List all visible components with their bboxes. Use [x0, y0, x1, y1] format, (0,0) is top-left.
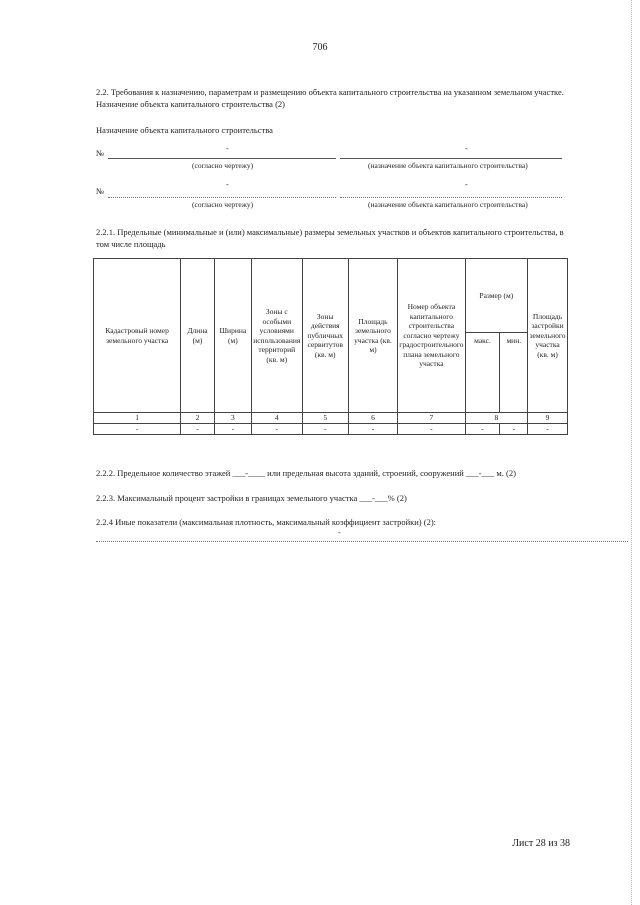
- hdr-length: Длина (м): [181, 259, 215, 413]
- purpose-row-1-name-line: [340, 158, 562, 159]
- value-zones-servitude: -: [302, 424, 348, 435]
- purpose-row-2-num-line: [108, 197, 336, 198]
- purpose-row-1-right-caption: (назначение объекта капитального строительства): [368, 161, 528, 170]
- value-length: -: [181, 424, 215, 435]
- sheet-counter: Лист 28 из 38: [512, 838, 570, 849]
- hdr-width: Ширина (м): [214, 259, 251, 413]
- value-min: -: [500, 424, 528, 435]
- dimensions-table: [93, 258, 568, 435]
- col-number-9: 9: [528, 413, 568, 424]
- value-max: -: [465, 424, 500, 435]
- section-2-2-1: 2.2.1. Предельные (минимальные и (или) максимальные) размеры земельных участков и объектов капитального строительства, в том числе площадь: [96, 227, 564, 249]
- col-number-7: 7: [398, 413, 465, 424]
- section-2-2-4-value: -: [338, 528, 341, 537]
- purpose-row-1-num: -: [226, 144, 229, 153]
- section-2-2-4: 2.2.4 Иные показатели (максимальная плотность, максимальный коэффициент застройки) (2):: [96, 517, 437, 527]
- purpose-row-2-name-line: [340, 197, 562, 198]
- value-area: -: [348, 424, 398, 435]
- section-2-2-4-line: [96, 541, 628, 542]
- section-2-2: 2.2. Требования к назначению, параметрам и размещению объекта капитального строительства на указанном земельном участке. Назначение объекта капитального строительства (2): [96, 87, 564, 109]
- hdr-object-number: Номер объекта капитального строительства согласно чертежу градостроительного плана земельного участка: [398, 259, 465, 413]
- hdr-area: Площадь земельного участка (кв. м): [348, 259, 398, 413]
- purpose-row-2-num: -: [226, 180, 229, 189]
- value-zones-special: -: [251, 424, 302, 435]
- col-number-2: 2: [181, 413, 215, 424]
- section-2-2-3: 2.2.3. Максимальный процент застройки в границах земельного участка ___-___% (2): [96, 493, 407, 503]
- hdr-build-area: Площадь застройки земельного участка (кв. м): [528, 259, 568, 413]
- hdr-max: макс.: [465, 333, 500, 413]
- hdr-zones-servitude: Зоны действия публичных сервитутов (кв. м): [302, 259, 348, 413]
- col-number-5: 5: [302, 413, 348, 424]
- value-object-number: -: [398, 424, 465, 435]
- value-width: -: [214, 424, 251, 435]
- purpose-row-1-num-line: [108, 158, 336, 159]
- col-number-6: 6: [348, 413, 398, 424]
- col-number-8: 8: [465, 413, 528, 424]
- col-number-4: 4: [251, 413, 302, 424]
- col-number-1: 1: [94, 413, 181, 424]
- hdr-size: Размер (м): [465, 259, 528, 333]
- purpose-row-2-name: -: [465, 180, 468, 189]
- purpose-row-1-name: -: [465, 144, 468, 153]
- hdr-zones-special: Зоны с особыми условиями использования территорий (кв. м): [251, 259, 302, 413]
- purpose-row-1-no: №: [96, 148, 105, 158]
- scan-edge: [631, 0, 638, 905]
- purpose-row-2-left-caption: (согласно чертежу): [192, 200, 254, 209]
- purpose-row-2-right-caption: (назначение объекта капитального строительства): [368, 200, 528, 209]
- purpose-row-1-left-caption: (согласно чертежу): [192, 161, 254, 170]
- purpose-row-2-no: №: [96, 186, 105, 196]
- value-cadastral: -: [94, 424, 181, 435]
- hdr-min: мин.: [500, 333, 528, 413]
- section-2-2-2: 2.2.2. Предельное количество этажей ___-____ или предельная высота зданий, строений, сооружений ___-___ м. (2): [96, 468, 516, 478]
- col-number-3: 3: [214, 413, 251, 424]
- hdr-cadastral: Кадастровый номер земельного участка: [94, 259, 181, 413]
- purpose-heading: Назначение объекта капитального строительства: [96, 125, 273, 135]
- value-build-area: -: [528, 424, 568, 435]
- page-number: 706: [312, 42, 328, 53]
